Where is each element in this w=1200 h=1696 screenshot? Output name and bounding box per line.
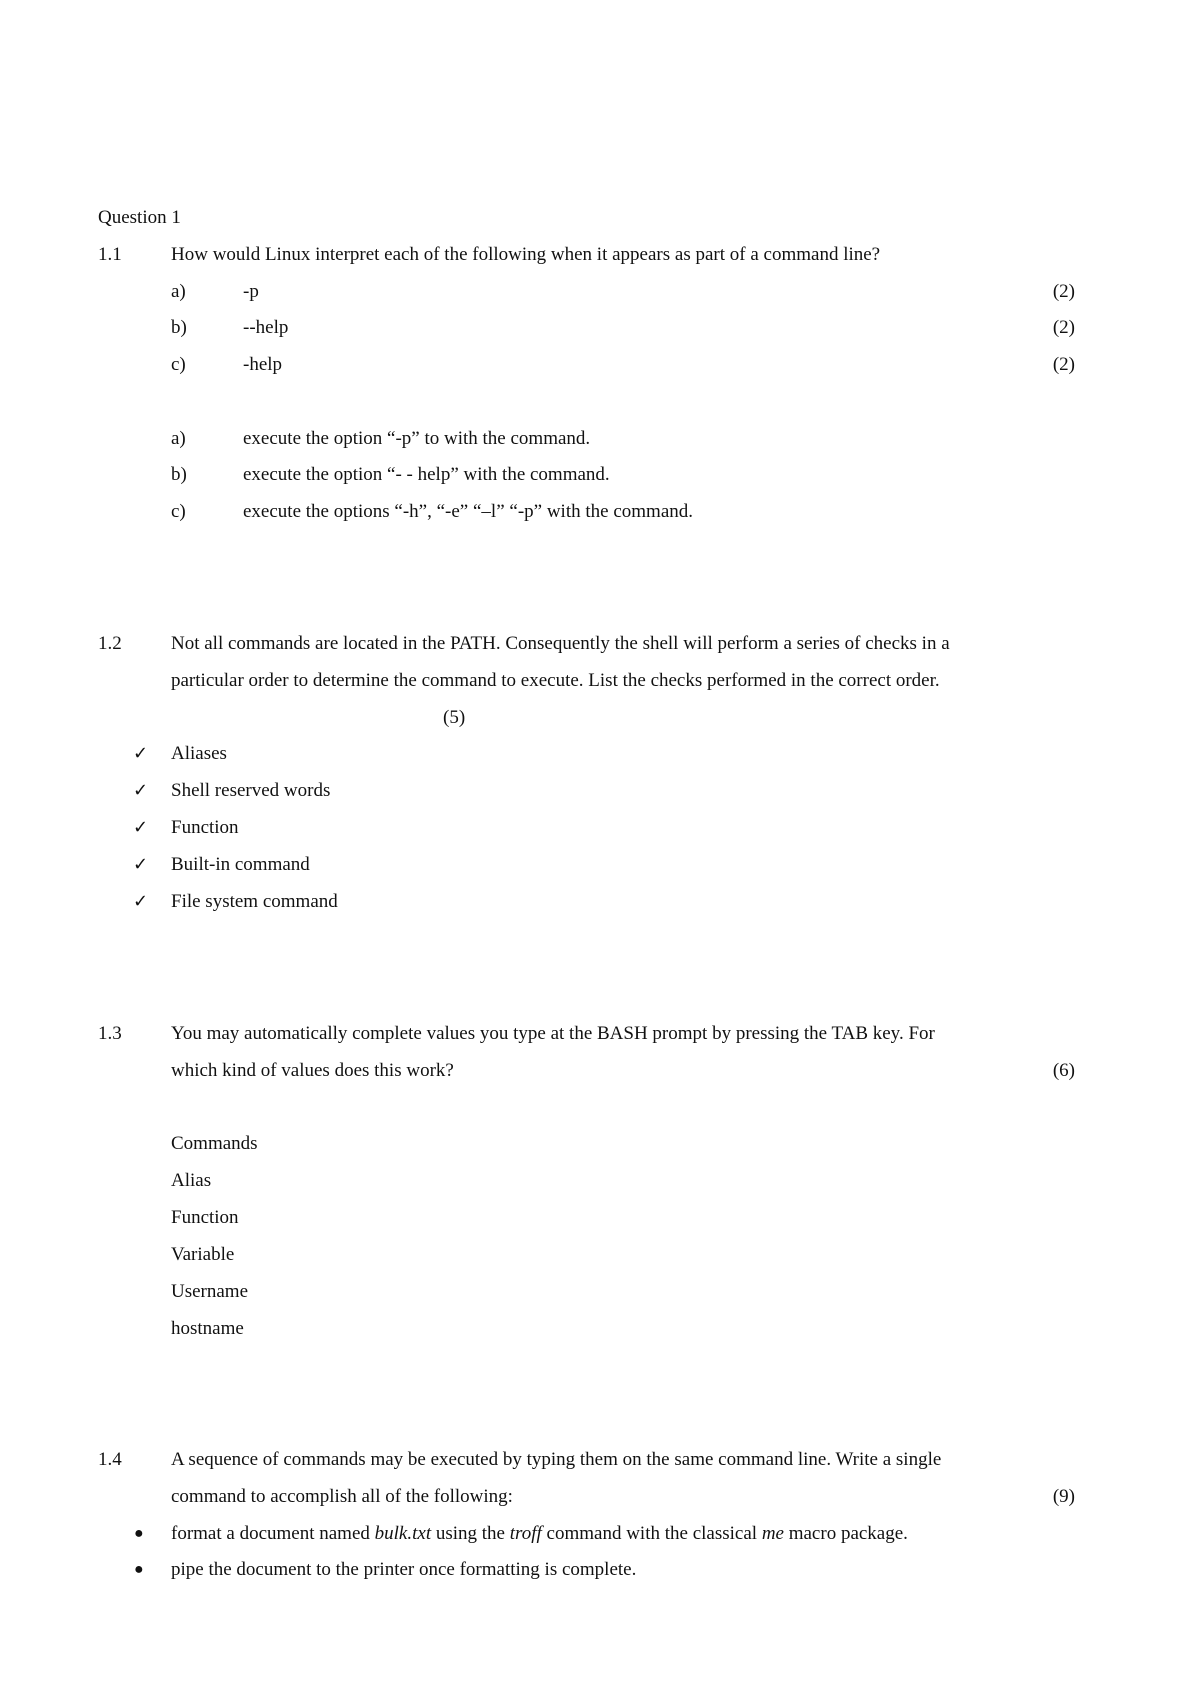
question-1-1-text: How would Linux interpret each of the following when it appears as part of a command line?: [171, 244, 881, 265]
answer-label-b: b): [171, 464, 187, 485]
answer-label-a: a): [171, 428, 186, 449]
answer-label-c: c): [171, 501, 186, 522]
check-item-2: Shell reserved words: [171, 780, 331, 801]
item-label-b: b): [171, 317, 187, 338]
question-number-1-2: 1.2: [98, 633, 122, 654]
checkmark-icon: ✓: [133, 854, 149, 875]
answer-item-5: Username: [171, 1281, 249, 1302]
answer-item-6: hostname: [171, 1318, 244, 1339]
item-option-a: -p: [243, 281, 259, 302]
item-marks-b: (2): [1052, 317, 1075, 338]
item-option-c: -help: [243, 354, 283, 375]
bullet-icon: ●: [134, 1525, 144, 1542]
question-1-2-line1: Not all commands are located in the PATH. Consequently the shell will perform a series of checks in a: [171, 633, 950, 654]
item-label-c: c): [171, 354, 186, 375]
bullet-item-2: pipe the document to the printer once formatting is complete.: [171, 1559, 637, 1580]
checkmark-icon: ✓: [133, 743, 149, 764]
check-item-5: File system command: [171, 891, 338, 912]
question-1-4-line1: A sequence of commands may be executed by typing them on the same command line. Write a single: [171, 1449, 942, 1470]
question-number-1-1: 1.1: [98, 244, 122, 265]
answer-item-1: Commands: [171, 1133, 258, 1154]
answer-text-a: execute the option “-p” to with the command.: [243, 428, 591, 449]
checkmark-icon: ✓: [133, 817, 149, 838]
answer-text-b: execute the option “- - help” with the command.: [243, 464, 610, 485]
question-1-3-marks: (6): [1052, 1060, 1075, 1081]
check-item-4: Built-in command: [171, 854, 310, 875]
question-1-3-line2: which kind of values does this work?: [171, 1060, 454, 1081]
answer-item-3: Function: [171, 1207, 239, 1228]
bullet-item-1: format a document named bulk.txt using the troff command with the classical me macro package.: [171, 1523, 908, 1544]
checkmark-icon: ✓: [133, 780, 149, 801]
question-title: Question 1: [98, 207, 181, 228]
item-marks-a: (2): [1052, 281, 1075, 302]
question-1-4-marks: (9): [1052, 1486, 1075, 1507]
question-1-4-line2: command to accomplish all of the following:: [171, 1486, 513, 1507]
check-item-3: Function: [171, 817, 239, 838]
question-1-3-line1: You may automatically complete values you type at the BASH prompt by pressing the TAB key. For: [171, 1023, 935, 1044]
answer-item-4: Variable: [171, 1244, 235, 1265]
item-marks-c: (2): [1052, 354, 1075, 375]
answer-text-c: execute the options “-h”, “-e” “–l” “-p” with the command.: [243, 501, 693, 522]
item-option-b: --help: [243, 317, 289, 338]
answer-item-2: Alias: [171, 1170, 212, 1191]
question-1-2-marks: (5): [443, 707, 466, 728]
question-1-2-line2: particular order to determine the command to execute. List the checks performed in the correct order.: [171, 670, 940, 691]
bullet-icon: ●: [134, 1561, 144, 1578]
item-label-a: a): [171, 281, 186, 302]
question-number-1-3: 1.3: [98, 1023, 122, 1044]
check-item-1: Aliases: [171, 743, 227, 764]
question-number-1-4: 1.4: [98, 1449, 122, 1470]
checkmark-icon: ✓: [133, 891, 149, 912]
